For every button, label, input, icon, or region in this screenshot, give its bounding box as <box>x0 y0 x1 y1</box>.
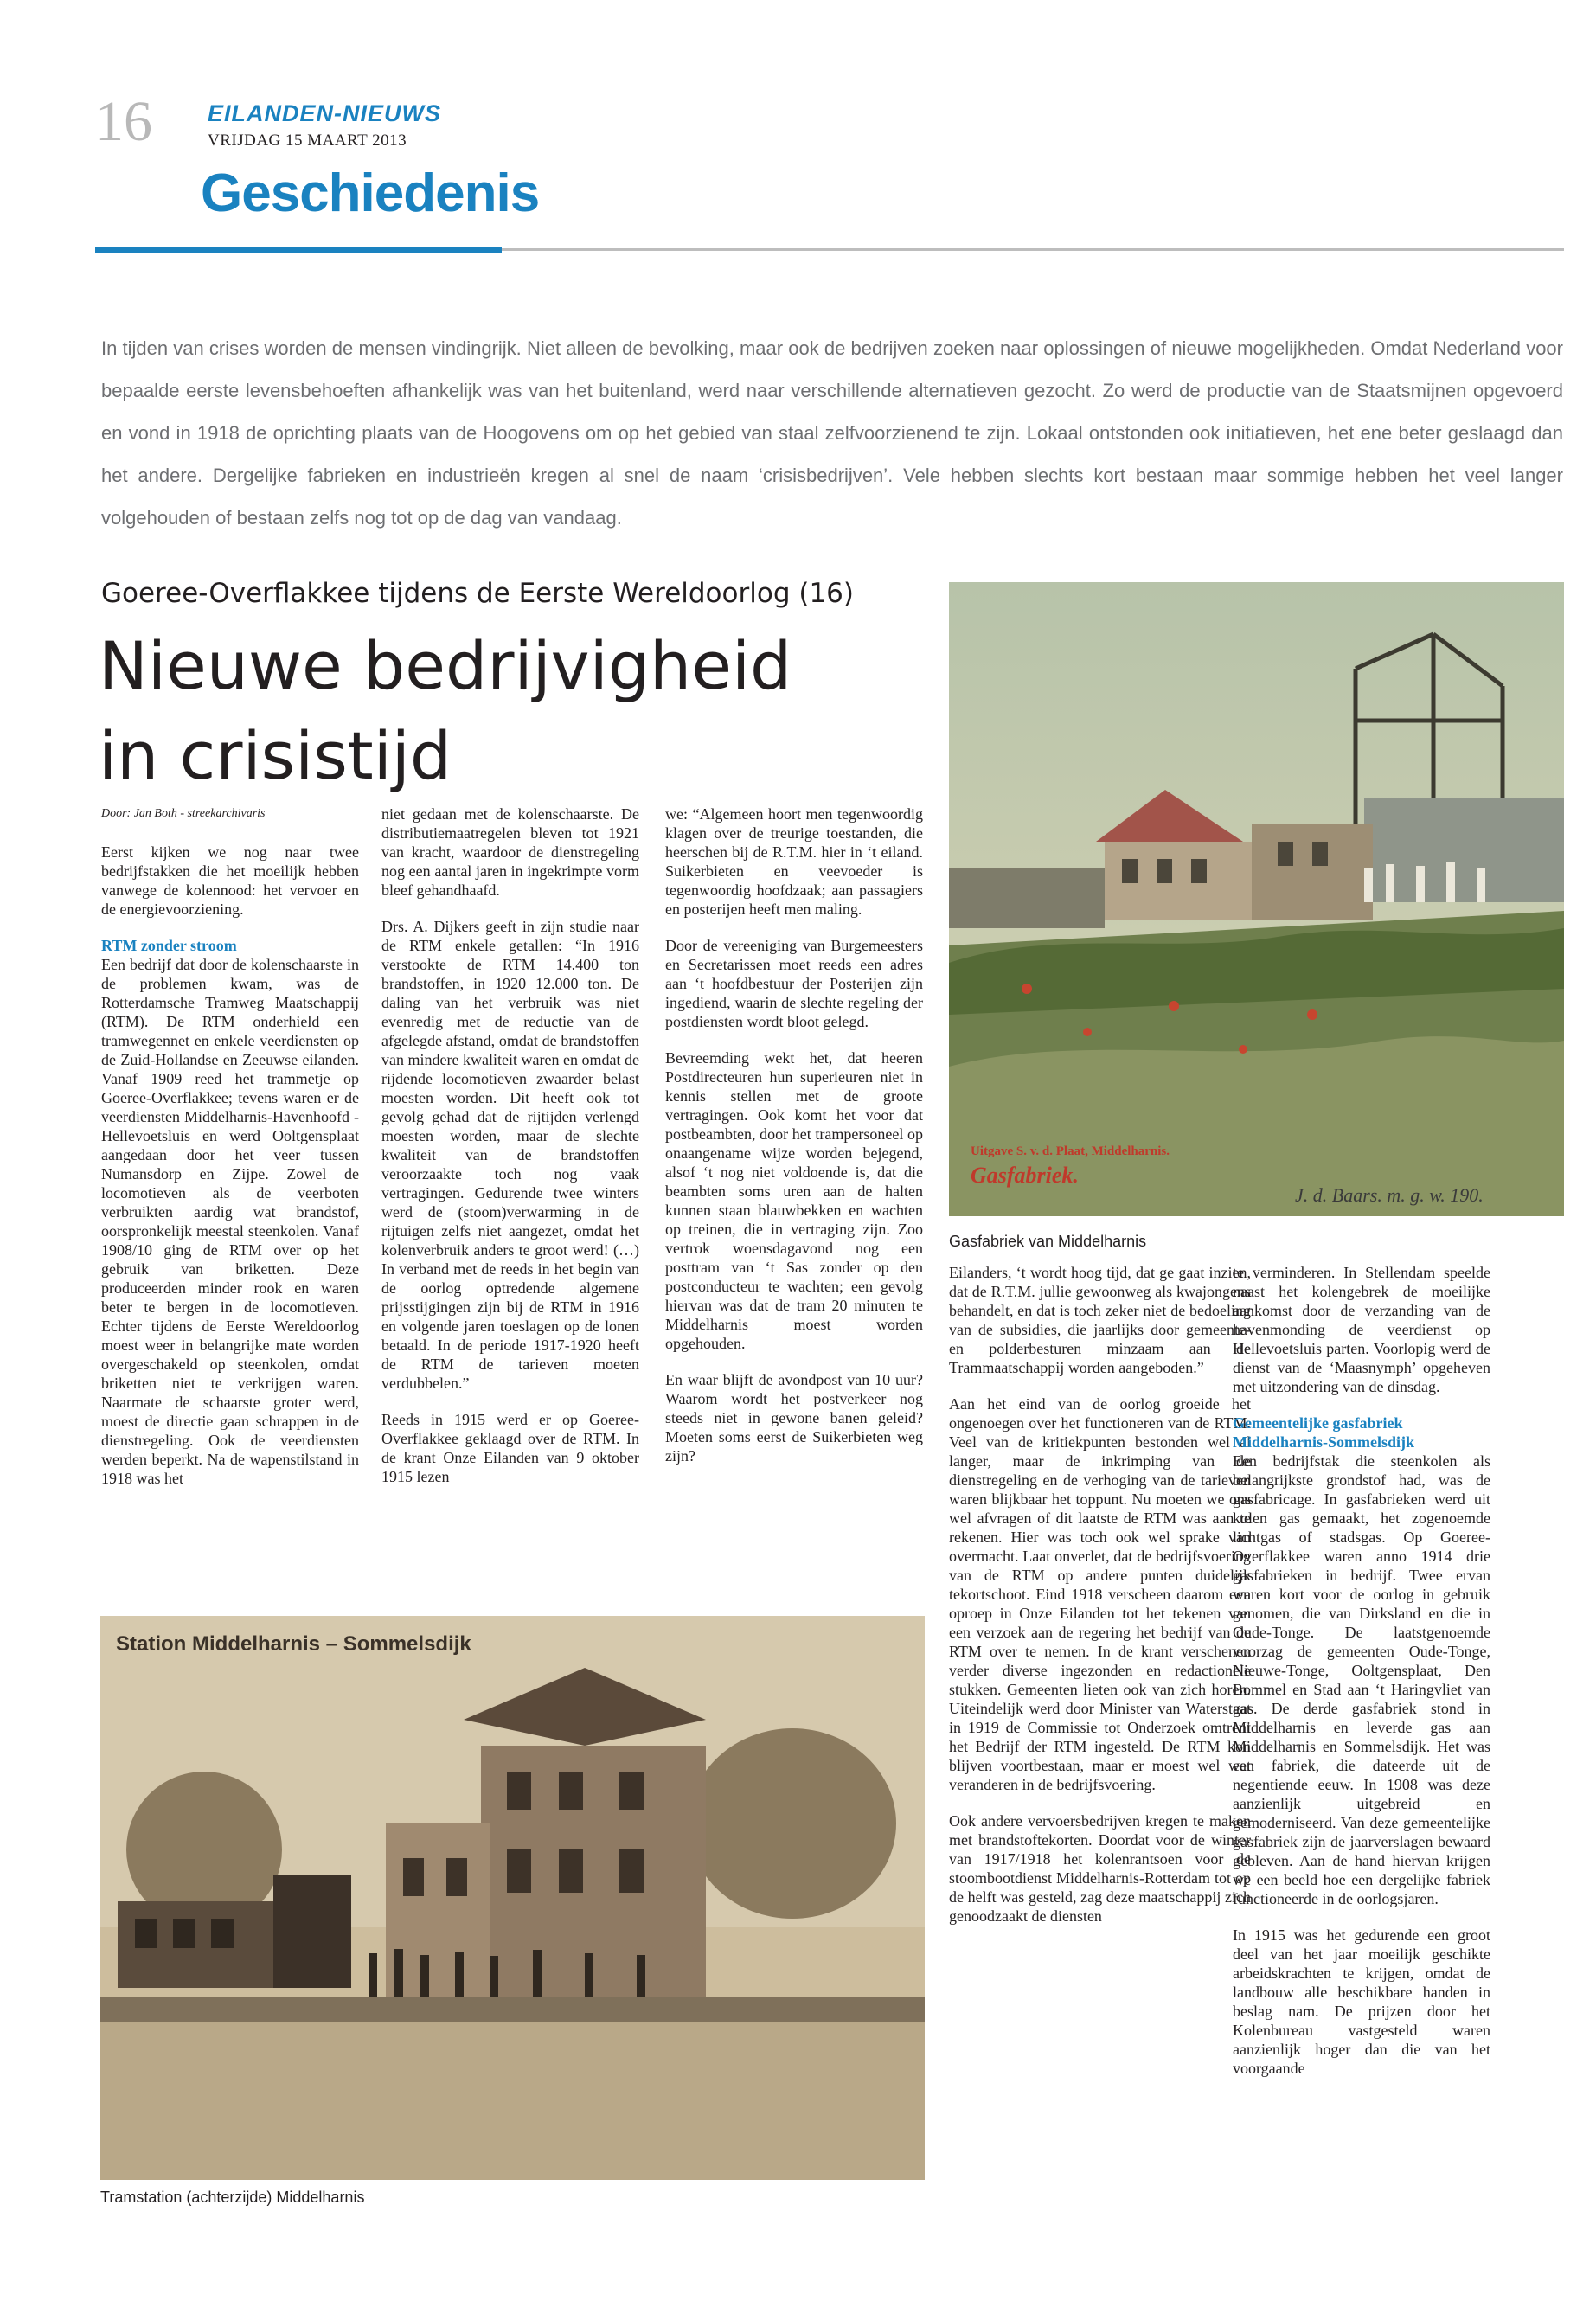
section-rule <box>502 248 1564 251</box>
article-kicker: Goeree-Overflakkee tijdens de Eerste Wereldoorlog (16) <box>101 578 854 609</box>
gasfabriek-photo <box>949 582 1564 1216</box>
subheading-rtm: RTM zonder stroom <box>101 937 237 954</box>
paragraph: te verminderen. In Stellendam speelde naast het kolengebrek de moeilijke aankomst door de verzanding van de havenmonding de veerdienst op Hellevoetsluis parten. Voorlopig werd de dienst van de ‘Maasnymph’ opgeheven met uitzondering van de dinsdag. <box>1233 1264 1490 1395</box>
article-column-1 <box>101 804 359 1505</box>
paragraph: Eerst kijken we nog naar twee bedrijfstakken die het moeilijk hebben vanwege de kolennood: het vervoer en de energievoorziening. <box>101 843 359 918</box>
paragraph: Bevreemding wekt het, dat heeren Postdirecteuren hun superieuren niet in kennis stellen met de groote vertragingen. Ook komt het voor dat postbeambten, door het trampersoneel op onaangename wijze worden bejegend, alsof ‘t nog niet voldoende is, dat die beambten soms uren aan de halten kunnen staan blauwbekken en wachten op treinen, die in vertraging zijn. Zoo vertrok woensdagavond nog een posttram van ‘t Sas zonder op den postconducteur te wachten; een gevolg hiervan was dat de tram 20 minuten te Middelharnis moest worden opgehouden. <box>665 1049 923 1352</box>
article-headline <box>99 621 946 801</box>
gasfabriek-publisher-text: Uitgave S. v. d. Plaat, Middelharnis. <box>971 1144 1170 1158</box>
paragraph: Een bedrijfstak die steenkolen als belangrijkste grondstof had, was de gasfabricage. In gasfabrieken werd uit kolen gas gemaakt, het zogenoemde lichtgas of stadsgas. Op Goeree-Overflakkee waren anno 1914 drie gasfabrieken in bedrijf. Twee ervan waren kort voor de oorlog in gebruik genomen, die van Dirksland en die in Oude-Tonge. De laatstgenoemde voorzag de gemeenten Oude-Tonge, Nieuwe-Tonge, Ooltgensplaat, Den Bommel en Stad aan ‘t Haringvliet van gas. De derde gasfabriek stond in Middelharnis en leverde gas aan Middelharnis en Sommelsdijk. Het was een fabriek, die dateerde uit de negentiende eeuw. In 1908 was deze aanzienlijk uitgebreid en gemoderniseerd. Van deze gemeentelijke gasfabriek zijn de jaarverslagen bewaard gebleven. Aan de hand hiervan krijgen we een beeld hoe een dergelijke fabriek functioneerde in de oorlogsjaren. <box>1233 1452 1490 1907</box>
gasfabriek-title-text: Gasfabriek. <box>971 1163 1079 1188</box>
newspaper-logo: EILANDEN-NIEUWS <box>208 100 441 126</box>
paragraph: Door de vereeniging van Burgemeesters en Secretarissen moet reeds een adres aan ‘t hoofdbestuur der Posterijen zijn ingediend, waarin de slechte regeling der postdiensten wordt bloot gelegd. <box>665 937 923 1030</box>
station-caption: Tramstation (achterzijde) Middelharnis <box>100 2189 365 2206</box>
subheading-line: Middelharnis-Sommelsdijk <box>1233 1433 1415 1451</box>
paragraph: Ook andere vervoersbedrijven kregen te maken met brandstoftekorten. Doordat voor de winter van 1917/1918 het kolenrantsoen voor de stoombootdienst Middelharnis-Rotterdam tot op de helft was gesteld, zag deze maatschappij zich genoodzaakt de diensten <box>949 1812 1251 1925</box>
paragraph: Een bedrijf dat door de kolenschaarste in de problemen kwam, was de Rotterdamsche Tramweg Maatschappij (RTM). De RTM onderhield een tramwegennet en enkele veerdiensten op de Zuid-Hollandse en Zeeuwse eilanden. Vanaf 1909 reed het trammetje op Goeree-Overflakkee; tevens waren er de veerdiensten Middelharnis-Havenhoofd - Hellevoetsluis en werd Ooltgensplaat aangedaan door het veer tussen Numansdorp en Zijpe. Zowel de locomotieven als de veerboten verbruikten aardig wat brandstof, oorspronkelijk meestal steenkolen. Vanaf 1908/10 ging de RTM over op het gebruik van briketten. Deze produceerden minder rook en waren beter te bergen in de locomotieven. Echter tijdens de Eerste Wereldoorlog moest weer in belangrijke mate worden overgeschakeld op steenkolen, omdat briketten niet te verkrijgen waren. Naarmate de schaarste groter werd, moest de directie gaan schrappen in de dienstregeling. Ook de veerdiensten werden beperkt. Na de wapenstilstand in 1918 was het <box>101 956 359 1487</box>
gasfabriek-illustration <box>949 582 1564 1216</box>
station-photo <box>100 1616 925 2180</box>
paragraph: Aan het eind van de oorlog groeide het ongenoegen over het functioneren van de RTM. Veel van de kritiekpunten bestonden wel al langer, maar de inkrimping van de dienstregeling en de verhoging van de tarieven waren blijkbaar het toppunt. Nu moeten we ons wel afvragen of dit laatste de RTM was aan te rekenen. Hier was toch ook wel sprake van overmacht. Laat onverlet, dat de bedrijfsvoering van de RTM op andere punten duidelijk tekortschoot. Eind 1918 verscheen daarom een oproep in Onze Eilanden tot het tekenen van een verzoek aan de regering het bedrijf van de RTM over te nemen. In de krant verschenen verder diverse ingezonden en redactionele stukken. Gemeenten lieten ook van zich horen. Uiteindelijk werd door Minister van Waterstaat in 1919 de Commissie tot Onderzoek omtrent het Bedrijf der RTM ingesteld. De RTM kon blijven voortbestaan, maar er moest wel wat veranderen in de bedrijfsvoering. <box>949 1395 1251 1793</box>
headline-line-1: Nieuwe bedrijvigheid <box>99 627 792 704</box>
paragraph: Eilanders, ‘t wordt hoog tijd, dat ge gaat inzien, dat de R.T.M. jullie gewoonweg als kwajongens behandelt, en dat is toch zeker niet de bedoeling van de subsidies, die jaarlijks door gemeente- en polderbesturen minzaam aan de Trammaatschappij worden aangeboden.” <box>949 1264 1251 1376</box>
article-column-4 <box>949 1263 1251 1943</box>
article-column-3 <box>665 804 923 1483</box>
subheading-gasfabriek <box>1233 1413 1490 1452</box>
headline-line-2: in crisistijd <box>99 717 452 794</box>
gasfabriek-handwriting: J. d. Baars. m. g. w. 190. <box>1295 1184 1484 1206</box>
article-column-5 <box>1233 1263 1490 2095</box>
subheading-line: Gemeentelijke gasfabriek <box>1233 1414 1403 1432</box>
paragraph: niet gedaan met de kolenschaarste. De distributiemaatregelen bleven tot 1921 van kracht, waardoor de dienstregeling nog een aantal jaren in ingekrimpte vorm bleef gehandhaafd. <box>381 805 639 899</box>
article-column-2 <box>381 804 639 1503</box>
section-rule-accent <box>95 247 502 253</box>
intro-paragraph: In tijden van crises worden de mensen vindingrijk. Niet alleen de bevolking, maar ook de bedrijven zoeken naar oplossingen of nieuwe mogelijkheden. Omdat Nederland voor bepaalde eerste levensbehoeften afhankelijk was van het buitenland, werd naar verschillende alternatieven gezocht. Zo werd de productie van de Staatsmijnen opgevoerd en vond in 1918 de oprichting plaats van de Hoogovens om op het gebied van staal zelfvoorzienend te zijn. Lokaal ontstonden ook initiatieven, het ene beter geslaagd dan het andere. Dergelijke fabrieken en industrieën kregen al snel de naam ‘crisisbedrijven’. Vele hebben slechts kort bestaan maar sommige hebben het veel langer volgehouden of bestaan zelfs nog tot op de dag van vandaag. <box>101 337 1563 529</box>
section-title: Geschiedenis <box>201 163 540 223</box>
paragraph: En waar blijft de avondpost van 10 uur? Waarom wordt het postverkeer nog steeds niet in gewone banen geleid? Moeten soms eerst de Suikerbieten weg zijn? <box>665 1371 923 1465</box>
station-illustration <box>100 1616 925 2180</box>
paragraph: we: “Algemeen hoort men tegenwoordig klagen over de treurige toestanden, die heerschen bij de R.T.M. hier in ‘t eiland. Suikerbieten en veevoeder is tegenwoordig hoofdzaak; aan passagiers en posterijen heeft men maling. <box>665 805 923 918</box>
paragraph: Reeds in 1915 werd er op Goeree-Overflakkee geklaagd over de RTM. In de krant Onze Eilanden van 9 oktober 1915 lezen <box>381 1411 639 1485</box>
paragraph: Drs. A. Dijkers geeft in zijn studie naar de RTM enkele getallen: “In 1916 verstookte de RTM 14.400 ton brandstoffen, in 1920 12.000 ton. De daling van het verbruik was niet evenredig met de reductie van de afgelegde afstand, omdat de brandstoffen van mindere kwaliteit waren en omdat de rijdende locomotieven zwaarder belast moesten worden. Dit heeft ook tot gevolg gehad dat de rijtijden verlengd moesten worden, maar de slechte kwaliteit van de brandstoffen veroorzaakte toch nog vaak vertragingen. Gedurende twee winters werd de (stoom)verwarming in de rijtuigen zelfs niet aangezet, omdat het kolenverbruik anders te groot werd! (…) In verband met de reeds in het begin van de oorlog optredende algemene prijsstijgingen zijn bij de RTM in 1916 en volgende jaren toeslagen op de lonen betaald. In de periode 1917-1920 heeft de RTM de tarieven moeten verdubbelen.” <box>381 918 639 1392</box>
page-number: 16 <box>95 90 152 153</box>
byline: Door: Jan Both - streekarchivaris <box>101 807 266 820</box>
station-title-text: Station Middelharnis – Sommelsdijk <box>116 1632 471 1656</box>
gasfabriek-caption: Gasfabriek van Middelharnis <box>949 1233 1147 1250</box>
paragraph: In 1915 was het gedurende een groot deel van het jaar moeilijk geschikte arbeidskrachten te krijgen, omdat de landbouw alle beschikbare handen in beslag nam. De prijzen door het Kolenbureau vastgesteld waren aanzienlijk hoger dan die van het voorgaande <box>1233 1926 1490 2077</box>
issue-date: VRIJDAG 15 MAART 2013 <box>208 131 407 150</box>
